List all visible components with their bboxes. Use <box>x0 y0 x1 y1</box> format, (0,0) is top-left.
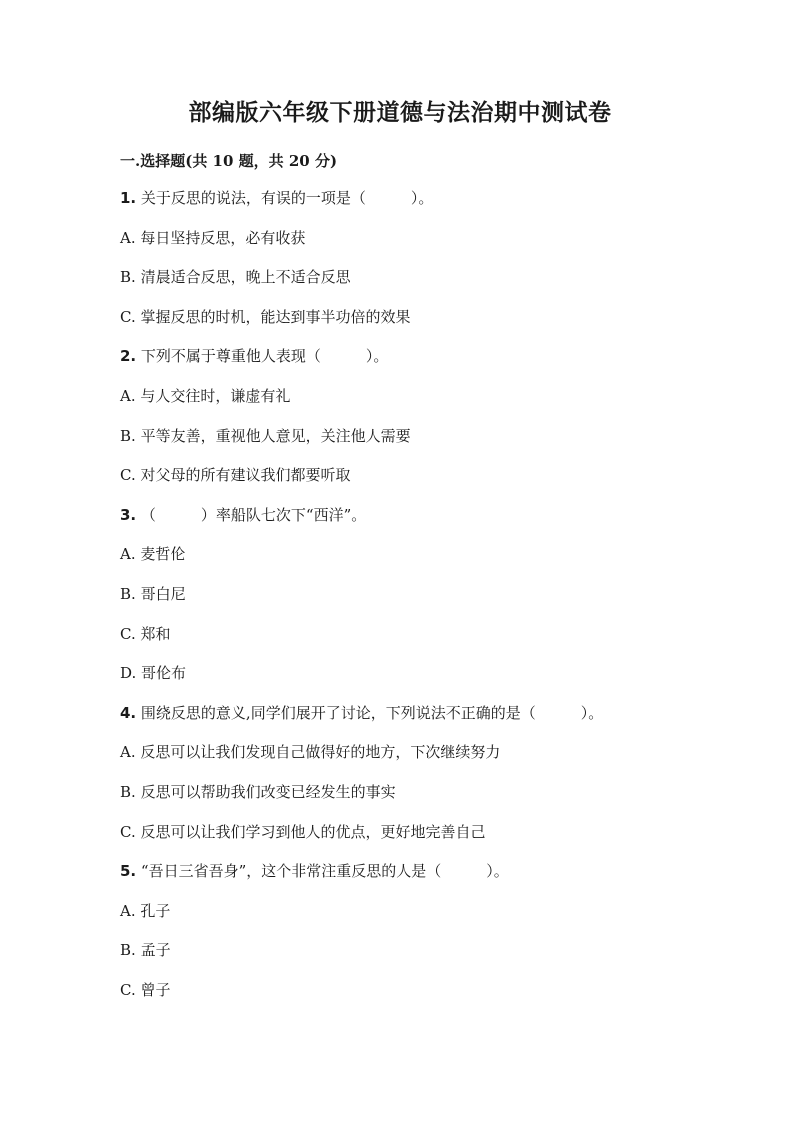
question-number: 1. <box>120 189 137 207</box>
option-text: 孔子 <box>140 901 171 920</box>
question-1-option-b <box>120 267 740 307</box>
option-letter: B. <box>120 584 136 603</box>
question-1-option-c <box>120 307 740 347</box>
question-5-option-c <box>120 980 740 1020</box>
option-letter: C. <box>120 822 136 841</box>
section-heading: 一.选择题(共 10 题，共 20 分) <box>120 152 338 170</box>
option-text: 曾子 <box>140 980 171 999</box>
option-letter: C. <box>120 307 136 326</box>
option-text: 麦哲伦 <box>140 545 186 564</box>
question-4-option-a <box>120 742 740 782</box>
question-5-option-b <box>120 940 740 980</box>
option-letter: B. <box>120 426 136 445</box>
option-letter: C. <box>120 466 136 485</box>
option-text: 对父母的所有建议我们都要听取 <box>140 466 351 485</box>
option-letter: B. <box>120 782 136 801</box>
question-5-option-a <box>120 901 740 941</box>
question-4 <box>120 703 740 743</box>
option-letter: A. <box>120 743 136 762</box>
option-letter: A. <box>120 386 136 405</box>
question-4-option-b <box>120 782 740 822</box>
question-list <box>120 188 740 1019</box>
question-number: 3. <box>120 505 137 524</box>
option-text: 哥伦布 <box>141 664 187 683</box>
question-text: 关于反思的说法，有误的一项是（ ）。 <box>140 189 434 207</box>
option-letter: A. <box>120 545 136 564</box>
question-1 <box>120 188 740 228</box>
question-3-option-a <box>120 544 740 584</box>
question-2-option-b <box>120 426 740 466</box>
question-3 <box>120 505 740 545</box>
option-letter: D. <box>120 664 137 683</box>
question-text: “吾日三省吾身”，这个非常注重反思的人是（ ）。 <box>140 862 509 881</box>
option-text: 反思可以让我们学习到他人的优点，更好地完善自己 <box>140 822 486 841</box>
question-2 <box>120 346 740 386</box>
option-text: 掌握反思的时机，能达到事半功倍的效果 <box>140 307 411 326</box>
question-number: 5. <box>120 862 137 881</box>
question-text: 围绕反思的意义,同学们展开了讨论，下列说法不正确的是（ ）。 <box>140 703 604 722</box>
question-4-option-c <box>120 822 740 862</box>
question-3-option-d <box>120 663 740 703</box>
question-5 <box>120 861 740 901</box>
question-3-option-c <box>120 624 740 664</box>
option-text: 每日坚持反思，必有收获 <box>140 228 306 247</box>
option-letter: A. <box>120 901 136 920</box>
question-1-option-a <box>120 228 740 268</box>
option-letter: C. <box>120 624 136 643</box>
option-letter: A. <box>120 228 136 247</box>
option-text: 反思可以让我们发现自己做得好的地方，下次继续努力 <box>140 743 501 762</box>
option-text: 平等友善，重视他人意见，关注他人需要 <box>140 426 411 445</box>
option-letter: C. <box>120 980 136 999</box>
option-text: 哥白尼 <box>140 584 186 603</box>
question-2-option-a <box>120 386 740 426</box>
question-3-option-b <box>120 584 740 624</box>
question-text: 下列不属于尊重他人表现（ ）。 <box>140 347 389 366</box>
option-letter: B. <box>120 941 136 960</box>
page-title: 部编版六年级下册道德与法治期中测试卷 <box>188 99 612 126</box>
option-text: 孟子 <box>140 941 171 960</box>
question-2-option-c <box>120 465 740 505</box>
question-text: （ ）率船队七次下“西洋”。 <box>140 505 367 524</box>
option-text: 与人交往时，谦虚有礼 <box>140 386 291 405</box>
option-text: 反思可以帮助我们改变已经发生的事实 <box>140 782 396 801</box>
question-number: 4. <box>120 703 137 722</box>
option-letter: B. <box>120 268 136 287</box>
question-number: 2. <box>120 347 137 366</box>
option-text: 郑和 <box>140 624 171 643</box>
option-text: 清晨适合反思，晚上不适合反思 <box>140 268 351 287</box>
